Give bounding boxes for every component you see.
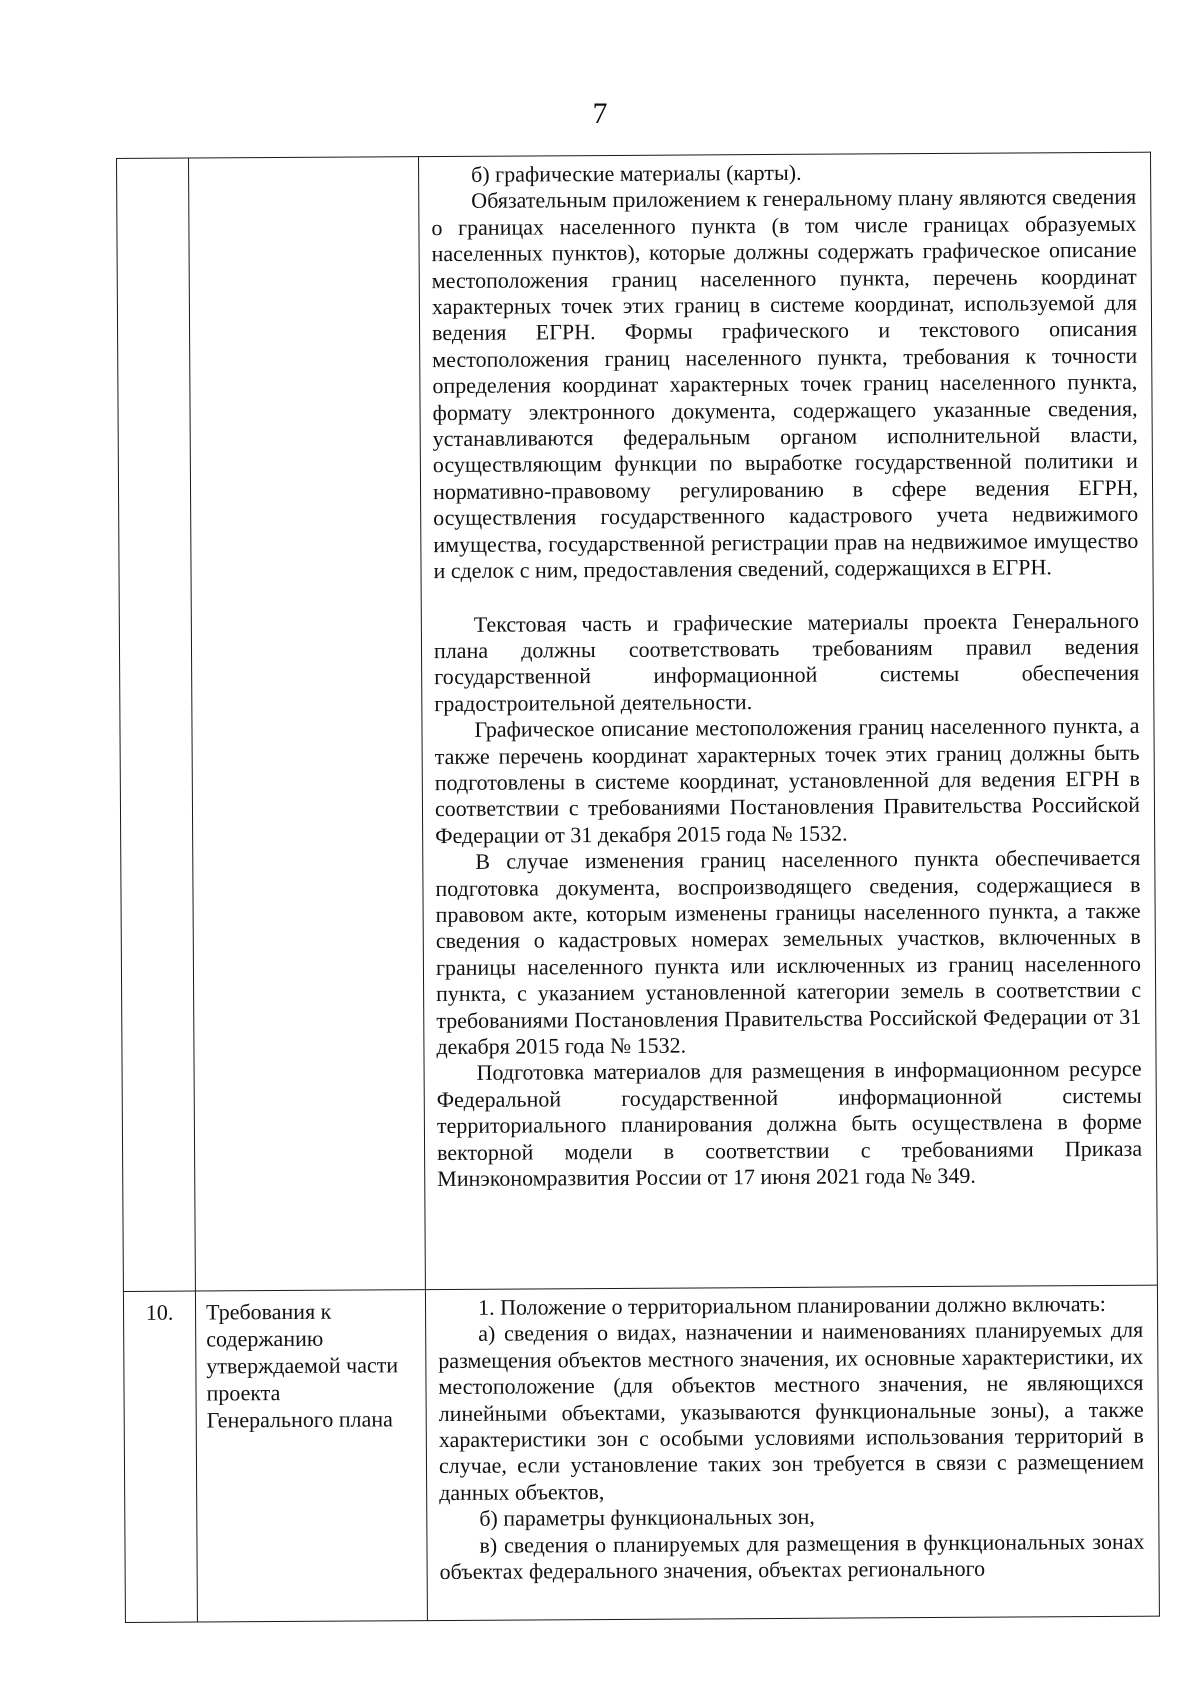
row-number-cell (117, 158, 196, 1291)
requirement-name-line: проекта (206, 1380, 281, 1406)
table-row-continued (117, 152, 1158, 1291)
paragraph-boundary-change: В случае изменения границ населенного пункта обеспечивается подготовка документа, воспроизводящего сведения, содержащиеся в правовом акте, которым изменены границы населенного пункта, а также сведения о кадастровых номерах земельных участков, включенных в границы населенного пункта или исключенных из границ населенного пункта, с указанием установленной категории земель в соответствии с требованиями Постановления Правительства Российской Федерации от 31 декабря 2015 года № 1532. (435, 844, 1142, 1060)
row-number-cell: 10. (123, 1291, 197, 1622)
requirement-name-cell (189, 157, 426, 1291)
paragraph-graphic-description: Графическое описание местоположения границ населенного пункта, а также перечень координат характерных точек этих границ должны быть подготовлены в системе координат, установленной для ведения ЕГРН в соответствии с требованиями Постановления Правительства Российской Федерации от 31 декабря 2015 года № 1532. (434, 712, 1141, 848)
requirement-content-cell (418, 152, 1157, 1289)
paragraph-local-objects: а) сведения о видах, назначении и наименованиях планируемых для размещения объектов местного значения, их основные характеристики, их местоположение (для объектов местного значения, не являющихся линейными объектами, указываются функциональные зоны), а также характеристики зон с особыми условиями использования территорий в случае, если установление таких зон требуется в связи с размещением данных объектов, (438, 1317, 1145, 1505)
page-number: 7 (592, 97, 608, 130)
requirement-name-cell (195, 1290, 427, 1622)
requirements-table (116, 152, 1160, 1623)
paragraph-functional-zones: б) параметры функциональных зон, (479, 1504, 815, 1532)
paragraph-graphic-materials: б) графические материалы (карты). (471, 159, 802, 187)
table-row-10 (123, 1285, 1159, 1622)
paragraph-gap (434, 580, 1139, 611)
paragraph-mandatory-appendix: Обязательным приложением к генеральному плану являются сведения о границах населенного пункта (в том числе границах образуемых населенных пунктов), которые должны содержать графическое описание местоположения границ населенного пункта, перечень координат характерных точек этих границ в системе координат, используемой для ведения ЕГРН. Формы графического и текстового описания местоположения границ населенного пункта, требования к точности определения координат характерных точек границ населенного пункта, формату электронного документа, содержащего указанные сведения, устанавливаются федеральным органом исполнительной власти, осуществляющим функции по выработке государственной политики и нормативно-правовому регулированию в сфере ведения ЕГРН, осуществления государственного кадастрового учета недвижимого имущества, государственной регистрации прав на недвижимое имущество и сделок с ним, предоставления сведений, содержащихся в ЕГРН. (431, 184, 1139, 584)
requirement-name-line: Генерального плана (206, 1406, 393, 1433)
paragraph-federal-objects: в) сведения о планируемых для размещения в функциональных зонах объектах федерального значения, объектах регионального (439, 1528, 1145, 1585)
paragraph-fgis-materials: Подготовка материалов для размещения в информационном ресурсе Федеральной государственной информационной системы территориального планирования должна быть осуществлена в форме векторной модели в соответствии с требованиями Приказа Минэкономразвития России от 17 июня 2021 года № 349. (436, 1056, 1143, 1192)
paragraph-territorial-planning: 1. Положение о территориальном планировании должно включать: (477, 1290, 1106, 1320)
requirement-content-cell (425, 1285, 1159, 1620)
paragraph-text-and-graphic: Текстовая часть и графические материалы проекта Генерального плана должны соответствовать требованиям правил ведения государственной информационной системы обеспечения градостроительной деятельности. (433, 607, 1140, 716)
requirement-name-line: утверждаемой части (206, 1352, 399, 1379)
requirement-name-line: Требования к (205, 1298, 332, 1325)
requirement-name-line: содержанию (206, 1325, 324, 1352)
